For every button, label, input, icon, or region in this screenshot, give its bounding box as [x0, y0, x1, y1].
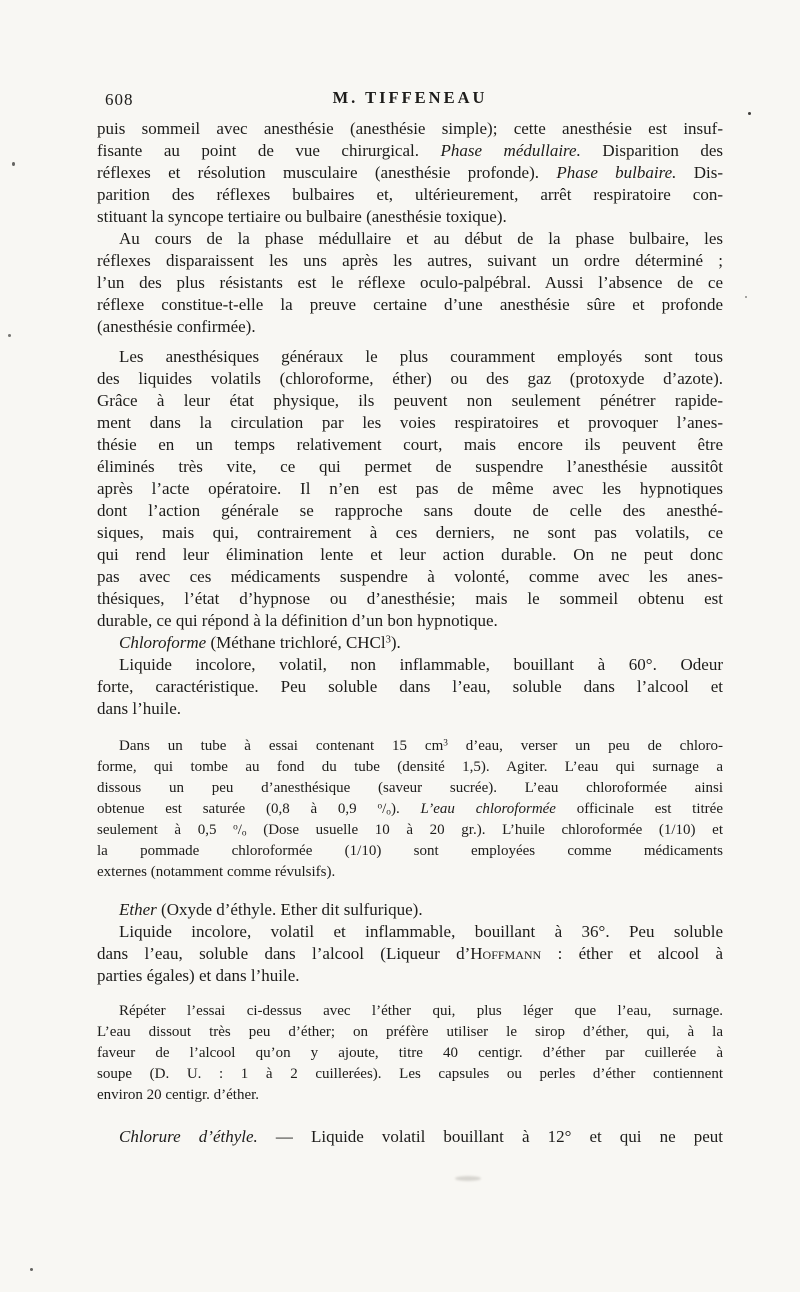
paragraph-ethyl-chloride-heading	[97, 1126, 723, 1148]
text-segment: 3	[385, 634, 391, 646]
text-segment: externes (notamment comme révulsifs).	[97, 864, 336, 880]
text-line	[97, 500, 723, 522]
text-segment: qui rend leur élimination lente et leur action durable. On ne peut donc	[97, 545, 723, 564]
text-line	[97, 757, 723, 778]
scan-speck	[745, 296, 747, 298]
text-segment: environ 20 centigr. d’éther.	[97, 1087, 260, 1103]
text-segment: o	[233, 822, 238, 833]
text-segment: Phase bulbaire.	[556, 163, 677, 182]
text-segment: (Méthane trichloré, CHCl	[206, 633, 386, 652]
text-line	[97, 140, 723, 162]
text-segment: réflexes et résolution musculaire (anesthésie profonde).	[97, 163, 557, 182]
text-line	[97, 118, 723, 140]
text-segment: /	[382, 801, 387, 817]
text-line	[97, 899, 723, 921]
text-segment: L’eau dissout très peu d’éther; on préfère utiliser le sirop d’éther, qui, à la	[97, 1024, 723, 1040]
text-segment: soupe (D. U. : 1 à 2 cuillerées). Les capsules ou perles d’éther contiennent	[97, 1066, 723, 1082]
text-segment: thésiques, l’état d’hypnose ou d’anesthésie; mais le sommeil obtenu est	[97, 589, 723, 608]
text-line	[97, 778, 723, 799]
text-segment: faveur de l’alcool qu’on y ajoute, titre 40 centigr. d’éther par cuillerée à	[97, 1045, 723, 1061]
text-line	[97, 184, 723, 206]
text-line	[97, 390, 723, 412]
scan-speck	[30, 1268, 33, 1271]
text-segment: ).	[390, 801, 421, 817]
page-number: 608	[105, 90, 134, 109]
text-line	[97, 1001, 723, 1022]
text-segment: Dis-	[676, 163, 723, 182]
text-segment: (anesthésie confirmée).	[97, 317, 256, 336]
text-segment: — Liquide volatil bouillant à 12° et qui ne peut	[257, 1127, 723, 1146]
text-segment: Phase médullaire.	[440, 141, 581, 160]
text-segment: Liquide incolore, volatil et inflammable, bouillant à 36°. Peu soluble	[119, 922, 723, 941]
text-segment: l’un des plus résistants est le réflexe oculo-palpébral. Aussi l’absence de ce	[97, 273, 723, 292]
text-line	[97, 162, 723, 184]
text-segment: forme, qui tombe au fond du tube (densité 1,5). Agiter. L’eau qui surnage a	[97, 759, 723, 775]
text-line	[97, 965, 723, 987]
text-line	[97, 1085, 723, 1106]
text-segment: seulement à 0,5	[97, 822, 234, 838]
text-segment: d’eau, verser un peu de chloro-	[447, 738, 723, 754]
text-segment: : éther et alcool à	[541, 944, 723, 963]
paragraph-ether-heading	[97, 899, 723, 921]
text-line	[97, 522, 723, 544]
paragraph-general-anesthetics-overview	[97, 346, 723, 632]
text-segment: obtenue est saturée (0,8 à 0,9	[97, 801, 378, 817]
paragraph-chloroform-experiment	[97, 736, 723, 883]
text-segment: 3	[443, 738, 448, 749]
text-line	[97, 654, 723, 676]
paragraph-ether-properties	[97, 921, 723, 987]
text-line	[97, 272, 723, 294]
paragraph-chloroform-properties	[97, 654, 723, 720]
paragraph-continuation-anesthesia-phases	[97, 118, 723, 228]
text-segment: puis sommeil avec anesthésie (anesthésie simple); cette anesthésie est insuf-	[97, 119, 723, 138]
text-line	[97, 676, 723, 698]
text-segment: o	[241, 828, 247, 839]
paragraph-ether-experiment	[97, 1001, 723, 1106]
text-segment: stituant la syncope tertiaire ou bulbaire (anesthésie toxique).	[97, 207, 507, 226]
text-line	[97, 736, 723, 757]
text-segment: fisante au point de vue chirurgical.	[97, 141, 441, 160]
text-line	[97, 1043, 723, 1064]
text-segment: o	[377, 801, 383, 812]
paragraph-chloroform-heading	[97, 632, 723, 654]
text-segment: dissous un peu d’anesthésique (saveur sucrée). L’eau chloroformée ainsi	[97, 780, 723, 796]
paragraph-reflexes-disappearance	[97, 228, 723, 338]
text-line	[97, 698, 723, 720]
text-line	[97, 294, 723, 316]
text-line	[97, 456, 723, 478]
text-line	[97, 368, 723, 390]
text-segment: (Dose usuelle 10 à 20 gr.). L’huile chloroformée (1/10) et	[246, 822, 723, 838]
text-segment: ment dans la circulation par les voies respiratoires et provoquer l’anes-	[97, 413, 723, 432]
text-segment: Les anesthésiques généraux le plus couramment employés sont tous	[119, 347, 723, 366]
scan-speck	[12, 162, 15, 166]
text-segment: réflexe constitue-t-elle la preuve certaine d’une anesthésie sûre et profonde	[97, 295, 723, 314]
text-line	[97, 943, 723, 965]
scan-speck	[748, 112, 751, 115]
text-line	[97, 799, 723, 820]
text-segment: dans l’huile.	[97, 699, 182, 718]
text-segment: parition des réflexes bulbaires et, ultérieurement, arrêt respiratoire con-	[97, 185, 723, 204]
text-line	[97, 921, 723, 943]
text-line	[97, 1126, 723, 1148]
scan-smudge	[455, 1176, 481, 1181]
text-segment: siques, mais qui, contrairement à ces derniers, ne sont pas volatils, ce	[97, 523, 723, 542]
text-line	[97, 544, 723, 566]
text-segment: après l’acte opératoire. Il n’en est pas de même avec les hypnotiques	[97, 479, 723, 498]
text-line	[97, 862, 723, 883]
text-segment: Disparition des	[580, 141, 723, 160]
text-segment: des liquides volatils (chloroforme, éther) ou des gaz (protoxyde d’azote).	[97, 369, 723, 388]
text-segment: dont l’action générale se rapproche sans doute de celle des anesthé-	[97, 501, 723, 520]
text-segment: Chloroforme	[119, 633, 207, 652]
text-segment: pas avec ces médicaments suspendre à volonté, comme avec les anes-	[97, 567, 723, 586]
text-segment: L’eau chloroformée	[420, 801, 556, 817]
text-segment: Ether	[119, 900, 157, 919]
text-line	[97, 250, 723, 272]
text-segment: Chlorure d’éthyle.	[119, 1127, 258, 1146]
text-segment: durable, ce qui répond à la définition d’un bon hypnotique.	[97, 611, 498, 630]
text-segment: éliminés très vite, ce qui permet de suspendre l’anesthésie aussitôt	[97, 457, 723, 476]
text-segment: (Oxyde d’éthyle. Ether dit sulfurique).	[156, 900, 423, 919]
text-segment: Répéter l’essai ci-dessus avec l’éther qui, plus léger que l’eau, surnage.	[119, 1003, 723, 1019]
text-line	[97, 566, 723, 588]
text-line	[97, 412, 723, 434]
text-line	[97, 820, 723, 841]
text-line	[97, 588, 723, 610]
text-block	[97, 88, 723, 1148]
scan-speck	[8, 334, 11, 337]
text-segment: Hoffmann	[470, 944, 542, 963]
text-segment: parties égales) et dans l’huile.	[97, 966, 300, 985]
text-line	[97, 1064, 723, 1085]
text-segment: réflexes disparaissent les uns après les autres, suivant un ordre déterminé ;	[97, 251, 723, 270]
text-segment: forte, caractéristique. Peu soluble dans l’eau, soluble dans l’alcool et	[97, 677, 723, 696]
text-segment: la pommade chloroformée (1/10) sont employées comme médicaments	[97, 843, 723, 859]
text-line	[97, 632, 723, 654]
page-header	[97, 88, 723, 110]
text-segment: thésie en un temps relativement court, mais encore ils peuvent être	[97, 435, 723, 454]
text-line	[97, 1022, 723, 1043]
text-segment: Liquide incolore, volatil, non inflammable, bouillant à 60°. Odeur	[119, 655, 723, 674]
text-segment: o	[386, 807, 391, 818]
text-line	[97, 206, 723, 228]
text-segment: dans l’eau, soluble dans l’alcool (Liqueur d’	[97, 944, 471, 963]
text-line	[97, 346, 723, 368]
text-segment: Grâce à leur état physique, ils peuvent non seulement pénétrer rapide-	[97, 391, 723, 410]
text-segment: officinale est titrée	[555, 801, 723, 817]
text-line	[97, 228, 723, 250]
text-line	[97, 610, 723, 632]
text-line	[97, 316, 723, 338]
text-line	[97, 841, 723, 862]
running-title: M. TIFFENEAU	[332, 88, 488, 107]
text-segment: Au cours de la phase médullaire et au début de la phase bulbaire, les	[119, 229, 723, 248]
text-line	[97, 434, 723, 456]
text-segment: Dans un tube à essai contenant 15 cm	[119, 738, 444, 754]
text-segment: /	[237, 822, 242, 838]
text-line	[97, 478, 723, 500]
text-segment: ).	[390, 633, 401, 652]
